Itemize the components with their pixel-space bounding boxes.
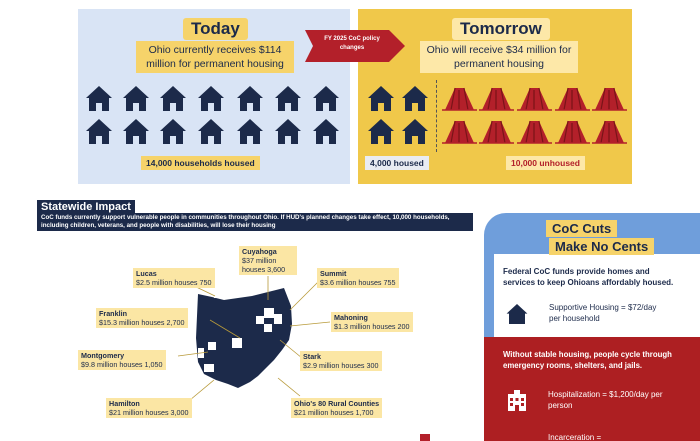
decorative-fragment (420, 434, 430, 441)
tent-icon (555, 88, 590, 110)
without-housing-text: Without stable housing, people cycle through emergency rooms, shelters, and jails. (503, 350, 672, 370)
statewide-description: CoC funds currently support vulnerable people in communities throughout Ohio. If HUD's planned changes take effect, 10,000 households, including children, veterans, and people with disabilities, will lose their housing (37, 213, 473, 231)
county-detail: $37 million houses 3,600 (242, 256, 286, 274)
house-icon (368, 119, 394, 144)
county-detail: $9.8 million houses 1,050 (81, 360, 163, 369)
county-detail: $21 million houses 1,700 (294, 408, 374, 417)
county-lucas (133, 268, 215, 288)
county-name: Summit (320, 269, 347, 278)
home-icon (506, 304, 528, 324)
house-icon (275, 86, 301, 111)
house-icon (123, 86, 149, 111)
tomorrow-unhoused-label: 10,000 unhoused (506, 156, 585, 170)
county-detail: $15.3 million houses 2,700 (99, 318, 185, 327)
house-icon (313, 119, 339, 144)
county-detail: $2.5 million houses 750 (136, 278, 212, 287)
today-subtitle: Ohio currently receives $114 million for permanent housing (136, 41, 294, 73)
county-detail: $2.9 million houses 300 (303, 361, 379, 370)
today-households-label: 14,000 households housed (141, 156, 260, 170)
tent-icon (592, 88, 627, 110)
tomorrow-title: Tomorrow (452, 18, 550, 40)
tent-icon (479, 121, 514, 143)
county-summit (317, 268, 399, 288)
tent-icon (517, 88, 552, 110)
supportive-housing-text: Supportive Housing = $72/day per household (549, 303, 657, 323)
house-icon (123, 119, 149, 144)
house-icon (160, 119, 186, 144)
policy-arrow-label: FY 2025 CoC policy changes (324, 36, 380, 51)
county-name: Cuyahoga (242, 247, 277, 256)
fed-funds-text: Federal CoC funds provide homes and services to keep Ohioans affordably housed. (503, 267, 674, 287)
county-mahoning (331, 312, 413, 332)
tomorrow-house-icons (366, 84, 432, 146)
tent-icon (592, 121, 627, 143)
house-icon (237, 86, 263, 111)
house-icon (368, 86, 394, 111)
county-name: Ohio's 80 Rural Counties (294, 399, 380, 408)
statewide-title: Statewide Impact (37, 200, 135, 214)
county-hamilton (106, 398, 192, 418)
county-name: Hamilton (109, 399, 140, 408)
tent-icon (479, 88, 514, 110)
county-detail: $3.6 million houses 755 (320, 278, 396, 287)
county-montgomery (78, 350, 166, 370)
hospital-icon (506, 390, 528, 412)
tent-icon (442, 121, 477, 143)
house-icon (86, 119, 112, 144)
house-icon (86, 86, 112, 111)
county-name: Lucas (136, 269, 157, 278)
county-name: Montgomery (81, 351, 125, 360)
house-icon (313, 86, 339, 111)
house-icon (275, 119, 301, 144)
county-stark (300, 351, 382, 371)
tomorrow-subtitle: Ohio will receive $34 million for permanent housing (420, 41, 578, 73)
house-icon (402, 119, 428, 144)
tent-icon (442, 88, 477, 110)
house-icon (402, 86, 428, 111)
house-icon (237, 119, 263, 144)
county-name: Stark (303, 352, 321, 361)
county-name: Franklin (99, 309, 127, 318)
county-detail: $1.3 million houses 200 (334, 322, 410, 331)
tent-icon (555, 121, 590, 143)
county-franklin (96, 308, 188, 328)
county-detail: $21 million houses 3,000 (109, 408, 189, 417)
panel-divider (436, 80, 437, 152)
house-icon (198, 86, 224, 111)
tent-icon (517, 121, 552, 143)
cuts-title-line1: CoC Cuts (546, 220, 617, 237)
hospitalization-text: Hospitalization = $1,200/day per person (548, 390, 663, 410)
today-title: Today (183, 18, 248, 40)
house-icon (198, 119, 224, 144)
today-house-icons (84, 84, 344, 146)
house-icon (160, 86, 186, 111)
county-name: Mahoning (334, 313, 368, 322)
tomorrow-housed-label: 4,000 housed (365, 156, 429, 170)
tent-icons (442, 84, 628, 146)
county-cuyahoga (239, 246, 297, 275)
incarceration-text: Incarceration = (548, 433, 602, 441)
cuts-title-line2: Make No Cents (549, 238, 654, 255)
county-rural (291, 398, 382, 418)
